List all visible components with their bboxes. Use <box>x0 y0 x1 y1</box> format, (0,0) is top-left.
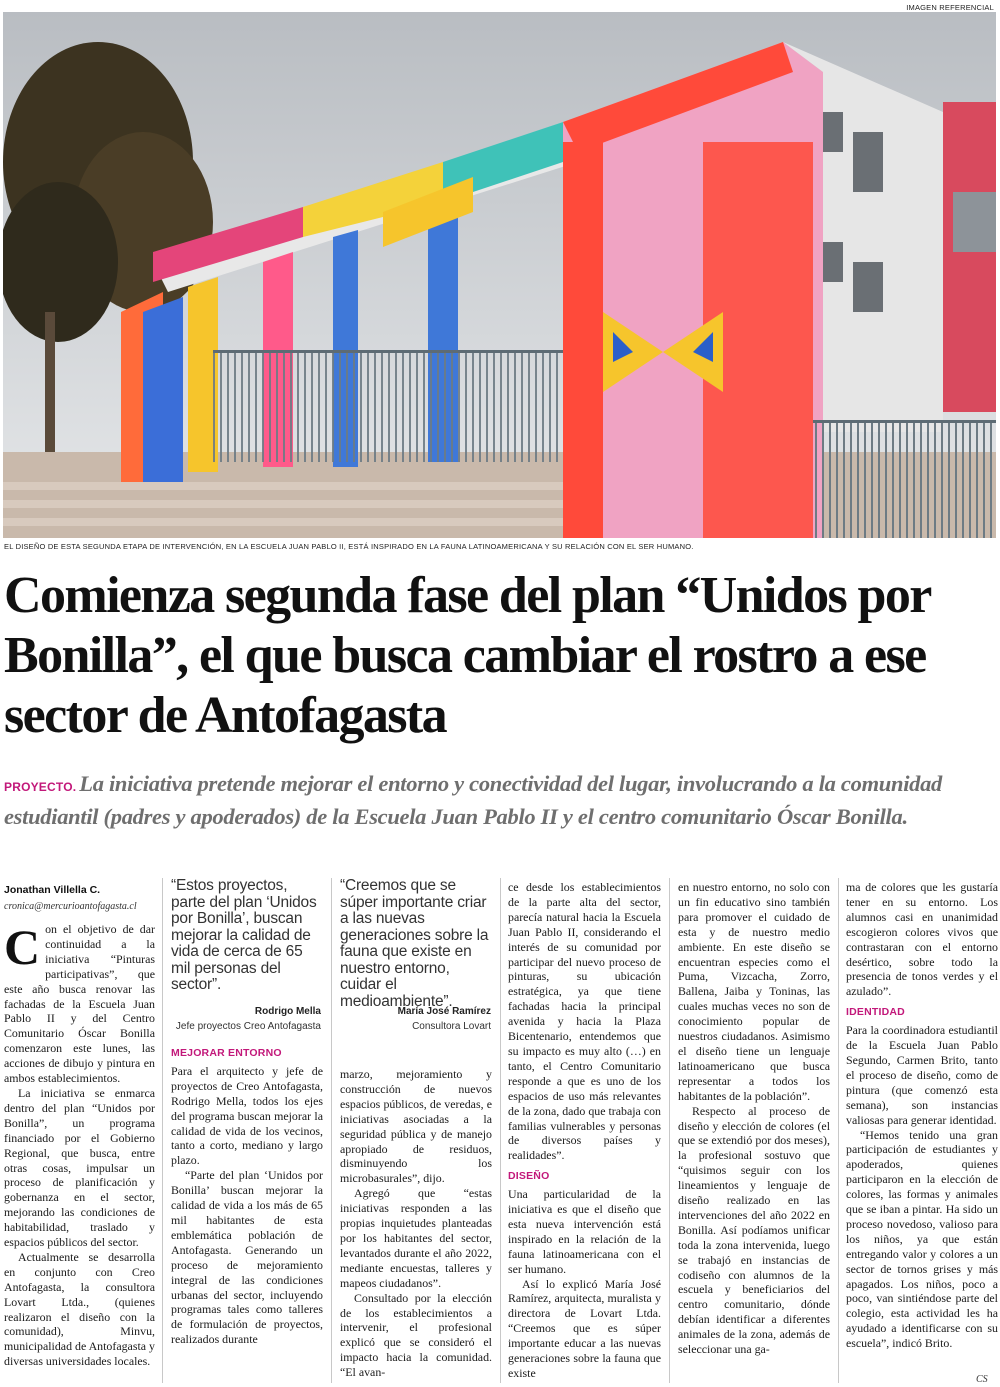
col5-p2: Respecto al proceso de diseño y elección de colores (el que se extendió por dos meses), la profesional sostuvo que “quisimos seguir con los lineamientos y lenguaje de diseño realizado en las intervenciones del año 2022 en Bonilla. Así podíamos unificar toda la zona intervenida, luego se trabajó en instancias de codiseño con alumnos de la escuela y beneficiarios del centro comunitario, dónde debían identificar a diferentes animales de la zona, además de seleccionar una ga- <box>678 1103 830 1357</box>
photo-credit: IMAGEN REFERENCIAL <box>906 3 994 12</box>
article-photo <box>3 12 996 538</box>
mural-school-illustration <box>3 12 996 538</box>
subhead-identidad: IDENTIDAD <box>846 1006 905 1019</box>
col4-p2: Una particularidad de la iniciativa es que el diseño que esta nueva intervención está inspirado en la relación de la fauna latinoamericana con el ser humano. <box>508 1187 661 1276</box>
quote-attribution-role: Jefe proyectos Creo Antofagasta <box>175 1021 321 1032</box>
col6-p3: “Hemos tenido una gran participación de estudiantes y apoderados, quienes participaron en la elección de colores, las formas y animales que se iban a pintar. Ha sido un proceso novedoso, valioso para los niños, ya que están entregando valor y colores a un sector de tornos grises y más apagados. Los niños, poco a poco, van sintiéndose parte del colegio, esta actividad les ha ayudado a identificarse con su escuela”, indicó Brito. <box>846 1127 998 1351</box>
col2-p2: “Parte del plan ‘Unidos por Bonilla’ buscan mejorar la calidad de vida a los más de 65 mil habitantes de esta emblemática población de Antofagasta. Generando un proceso de mejoramiento integral de las condiciones urbanas del sector, incluyendo programas tales como talleres de formulación de proyectos, realizados durante <box>171 1168 323 1347</box>
pull-quote-mella: “Estos proyectos, parte del plan ‘Unidos por Bonilla’, buscan mejorar la calidad de vida de cerca de 65 mil personas del sector”. <box>171 877 317 993</box>
column-divider <box>500 878 501 1383</box>
headline: Comienza segunda fase del plan “Unidos por Bonilla”, el que busca cambiar el rostro a ese sector de Antofagasta <box>4 567 930 744</box>
col3-p3: Consultado por la elección de los establecimientos a intervenir, el profesional explicó que se consideró el impacto hacia la comunidad. “El avan- <box>340 1290 492 1380</box>
col4-p3: Así lo explicó María José Ramírez, arquitecta, muralista y directora de Lovart Ltda. “Creemos que es súper importante educar a las nuevas generaciones sobre la fauna que existe <box>508 1276 661 1380</box>
col3-p1: marzo, mejoramiento y construcción de nuevos espacios públicos, de veredas, e iniciativas asociadas a la seguridad pública y de manejo apropiado de residuos, disminuyendo los microbasurales”, dijo. <box>340 1067 492 1186</box>
column-divider <box>162 878 163 1383</box>
column-3 <box>340 1067 492 1380</box>
byline-email[interactable]: cronica@mercurioantofagasta.cl <box>4 901 137 912</box>
byline-author: Jonathan Villella C. <box>4 884 101 896</box>
column-4 <box>508 880 661 1381</box>
column-divider <box>331 878 332 1383</box>
lead-paragraph <box>4 769 998 831</box>
col2-p1: Para el arquitecto y jefe de proyectos de Creo Antofagasta, Rodrigo Mella, todos los ejes del programa buscan mejorar la calidad de vida de los vecinos, tanto a corto, mediano y largo plazo. <box>171 1063 323 1168</box>
column-6 <box>846 880 998 1351</box>
column-divider <box>669 878 670 1383</box>
quote-attribution-role: Consultora Lovart <box>412 1021 491 1032</box>
col4-p1: ce desde los establecimientos de la parte alta del sector, parecía natural hacia la Escuela Juan Pablo II, considerando el interés de su comunidad por participar del nuevo proceso de pinturas, su ubicación estratégica, ya que tiene fachadas hacia la principal avenida y hacia la Plaza Bicentenario, entendemos que su impacto es muy alto (…) en tanto, el Centro Comunitario responde a que es uno de los espacios de uso más relevantes de la zona, dado que trabaja con familias vulnerables y personas de diversos países y realidades”. <box>508 880 661 1163</box>
end-mark: CS <box>976 1374 988 1385</box>
subhead-mejorar-entorno: MEJORAR ENTORNO <box>171 1047 282 1059</box>
col6-p1: ma de colores que les gustaría tener en su entorno. Los alumnos casi en unanimidad escogieron colores vivos que contrastaran con el entorno desértico, sobre todo la presencia de tonos verdes y el azulado”. <box>846 880 998 999</box>
drop-cap: C <box>4 919 41 975</box>
column-5 <box>678 880 830 1357</box>
column-2 <box>171 1040 323 1347</box>
column-1 <box>4 919 155 1369</box>
col6-p2: Para la coordinadora estudiantil de la Escuela Juan Pablo Segundo, Carmen Brito, tanto el proceso de diseño, como de pintura (que comenzó esta semana), son instancias valiosas para generar identidad. <box>846 1023 998 1127</box>
quote-attribution-name: María José Ramírez <box>397 1006 491 1017</box>
col1-p3: Actualmente se desarrolla en conjunto con Creo Antofagasta, la consultora Lovart Ltda., (quienes realizaron el diseño con la comunidad), Minvu, municipalidad de Antofagasta y diversas universidades locales. <box>4 1249 155 1369</box>
subhead-diseno: DISEÑO <box>508 1170 550 1183</box>
col1-p1: on el objetivo de dar continuidad a la iniciativa “Pinturas participativas”, que este año busca renovar las fachadas de la Escuela Juan Pablo II y del Centro Comunitario Óscar Bonilla comenzaron este lunes, las acciones de dibujo y pintura en ambos establecimientos. <box>4 922 155 1086</box>
column-divider <box>838 878 839 1383</box>
quote-attribution-name: Rodrigo Mella <box>254 1006 321 1017</box>
photo-caption: EL DISEÑO DE ESTA SEGUNDA ETAPA DE INTERVENCIÓN, EN LA ESCUELA JUAN PABLO II, ESTÁ INSPIRADO EN LA FAUNA LATINOAMERICANA Y SU RELACIÓN CON EL SER HUMANO. <box>4 542 694 551</box>
lead-kicker: PROYECTO. <box>4 780 77 794</box>
col3-p2: Agregó que “estas iniciativas responden a las propias inquietudes planteadas por los habitantes del sector, levantados durante el año 2022, mediante encuestas, talleres y mapeos ciudadanos”. <box>340 1186 492 1290</box>
pull-quote-ramirez: “Creemos que se súper importante criar a las nuevas generaciones sobre la fauna que existe en nuestro entorno, cuidar el medioambiente”. <box>340 877 489 1010</box>
lead-text: La iniciativa pretende mejorar el entorno y conectividad del lugar, involucrando a la comunidad estudiantil (padres y apoderados) de la Escuela Juan Pablo II y el centro comunitario Óscar Bonilla. <box>4 771 942 829</box>
col1-p2: La iniciativa se enmarca dentro del plan “Unidos por Bonilla”, un programa financiado por el Gobierno Regional, que busca, entre otras cosas, impulsar un proceso de planificación y gobernanza en el sector, mejorando las condiciones de habitabilidad, traslado y espacios públicos del sector. <box>4 1085 155 1250</box>
col5-p1: en nuestro entorno, no solo con un fin educativo sino también para promover el cuidado de esta y de nuestro medio ambiente. En este diseño se encuentran especies como el Puma, Vizcacha, Zorro, Ballena, Jaiba y Toninas, las cuales muchas veces no son de conocimiento popular de nuestros ciudadanos. Asimismo el diseño tiene un lenguaje latinoamericano que busca representar a todos los habitantes de la población”. <box>678 880 830 1103</box>
